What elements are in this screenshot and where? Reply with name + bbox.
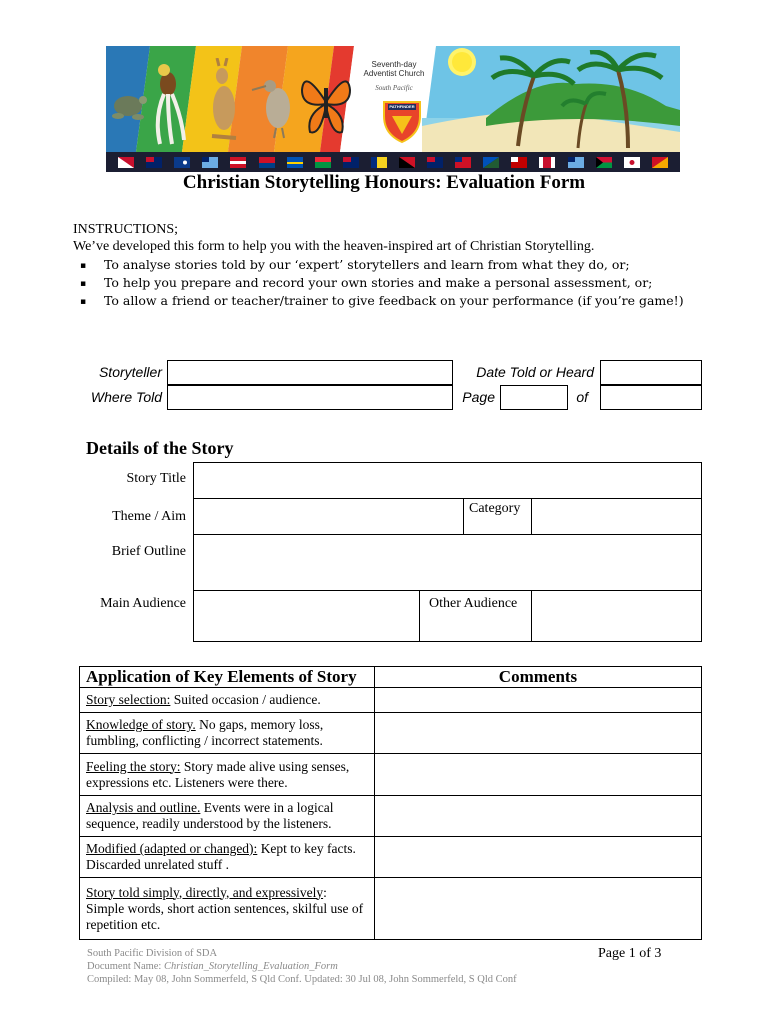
flag-icon [652,157,668,168]
flag-icon [399,157,415,168]
other-audience-label-cell [419,590,532,642]
outline-label: Brief Outline [111,544,186,559]
flag-icon [146,157,162,168]
org-line1: Seventh-day [371,60,417,69]
table-row [80,713,702,754]
element-desc: Kept to key facts. Discarded unrelated stuff . [86,841,356,872]
element-key: Story told simply, directly, and expressively [86,884,324,900]
comment-cell[interactable] [375,688,702,713]
element-key: Feeling the story: [86,758,181,774]
evaluation-table [79,666,702,940]
storyteller-field[interactable] [167,360,453,385]
header-banner [106,46,680,172]
org-line2: Adventist Church [363,69,425,78]
kangaroo-icon [202,58,242,142]
flags-row [106,152,680,172]
of-field[interactable] [600,385,702,410]
palm-tree-icon [478,50,678,150]
flag-icon [287,157,303,168]
table-row [80,688,702,713]
butterfly-icon [300,66,352,140]
badge-text: PATHFINDER [389,104,415,109]
instruction-bullet [80,257,630,273]
page-field[interactable] [500,385,568,410]
flag-icon [118,157,134,168]
element-desc: Story made alive using senses, expressions etc. Listeners were there. [86,758,350,790]
sda-logo [354,60,434,78]
flag-icon [596,157,612,168]
page-title: Christian Storytelling Honours: Evaluation Form [182,172,586,193]
turtle-icon [110,86,148,126]
element-key: Knowledge of story. [86,717,196,732]
flag-icon [511,157,527,168]
where-told-field[interactable] [167,385,453,410]
flag-icon [455,157,471,168]
storyteller-label: Storyteller [98,364,162,380]
page-label: Page [462,389,495,405]
bullet-icon: ▪ [80,296,87,307]
flag-icon [539,157,555,168]
flag-icon [371,157,387,168]
category-field[interactable] [531,498,702,535]
element-key: Analysis and outline. [86,800,201,815]
other-audience-field[interactable] [531,590,702,642]
table-row [80,754,702,796]
bullet-text: To allow a friend or teacher/trainer to give feedback on your performance (if you’re game!) [104,293,684,308]
element-desc: : Simple words, short action sentences, skilful use of repetition etc. [86,884,364,932]
main-audience-field[interactable] [193,590,420,642]
category-label: Category [469,501,521,516]
element-desc: No gaps, memory loss, fumbling, conflicting / incorrect statements. [86,717,324,748]
footer-doc-label: Document Name: [87,961,164,972]
instruction-bullet [80,275,652,291]
flag-icon [568,157,584,168]
story-title-field[interactable] [193,462,702,499]
date-told-field[interactable] [600,360,702,385]
comment-cell[interactable] [375,837,702,878]
footer-document [87,961,338,972]
footer-doc-name: Christian_Storytelling_Evaluation_Form [163,961,338,972]
element-key: Story selection: [86,692,171,707]
comment-cell[interactable] [375,713,702,754]
table-row [80,796,702,837]
date-told-label: Date Told or Heard [476,364,594,380]
element-desc: Suited occasion / audience. [170,692,321,707]
flag-icon [259,157,275,168]
sun-icon [444,46,480,82]
comment-cell[interactable] [375,754,702,796]
footer-compiled: Compiled: May 08, John Sommerfeld, S Qld Conf. Updated: 30 Jul 08, John Sommerfeld, S Qld Conf [87,974,517,985]
kiwi-bird-icon [250,68,294,140]
flag-icon [343,157,359,168]
bird-of-paradise-icon [150,58,190,146]
column-header-elements: Application of Key Elements of Story [80,667,375,688]
element-desc: Events were in a logical sequence, readily understood by the listeners. [86,800,334,831]
instruction-bullet [80,293,684,309]
element-cell [80,713,375,754]
bullet-icon: ▪ [80,278,87,289]
bullet-icon: ▪ [80,260,87,271]
element-cell [80,796,375,837]
category-label-cell [463,498,532,535]
theme-field[interactable] [193,498,464,535]
element-cell [80,878,375,940]
element-cell [80,754,375,796]
bullet-text: To help you prepare and record your own stories and make a personal assessment, or; [104,275,653,290]
comment-cell[interactable] [375,796,702,837]
flag-icon [483,157,499,168]
details-heading: Details of the Story [86,438,234,458]
flag-icon [202,157,218,168]
outline-field[interactable] [193,534,702,591]
other-audience-label: Other Audience [429,596,518,611]
of-label: of [576,389,588,405]
where-told-label: Where Told [90,389,162,405]
element-cell [80,837,375,878]
flag-icon [230,157,246,168]
flag-icon [315,157,331,168]
org-sub: South Pacific [375,84,413,92]
main-audience-label: Main Audience [100,596,186,611]
flag-icon [174,157,190,168]
flag-icon [427,157,443,168]
comment-cell[interactable] [375,878,702,940]
table-header-row [80,667,702,688]
theme-label: Theme / Aim [112,509,186,524]
story-title-label: Story Title [126,471,186,486]
table-row [80,837,702,878]
element-key: Modified (adapted or changed): [86,841,258,856]
element-cell [80,688,375,713]
table-row [80,878,702,940]
instructions-intro: We’ve developed this form to help you with the heaven-inspired art of Christian Storytelling. [73,239,595,254]
bullet-text: To analyse stories told by our ‘expert’ storytellers and learn from what they do, or; [104,257,630,272]
page-number: Page 1 of 3 [598,946,662,961]
footer-org: South Pacific Division of SDA [87,948,218,959]
instructions-heading: INSTRUCTIONS; [73,222,179,237]
column-header-comments: Comments [375,667,702,688]
flag-icon [624,157,640,168]
